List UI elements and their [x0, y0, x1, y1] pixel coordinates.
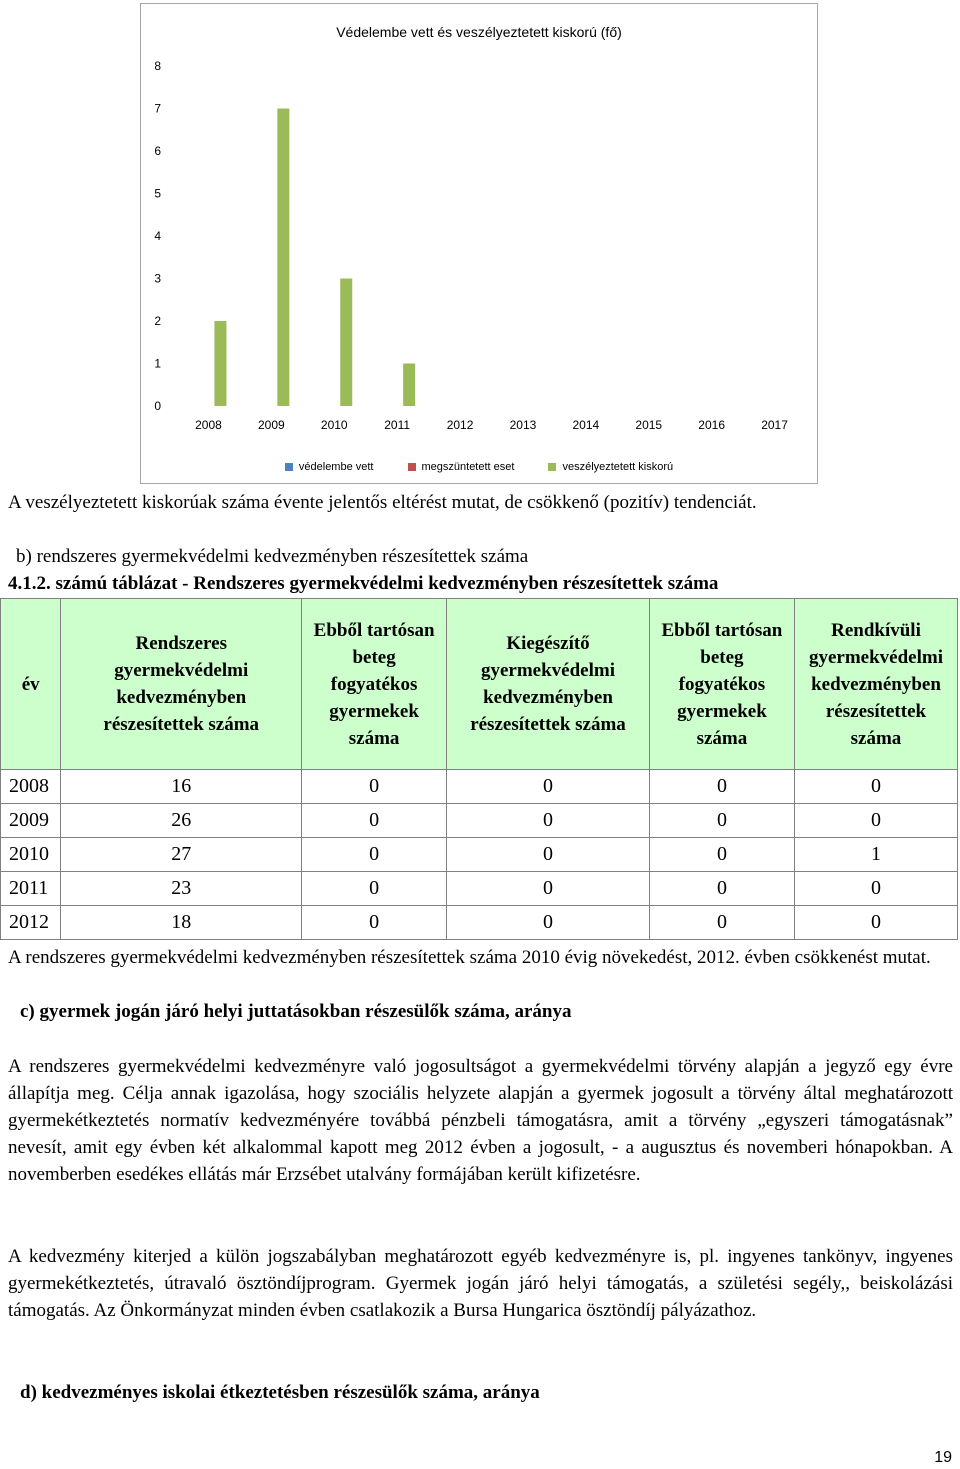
y-tick-label: 5	[154, 186, 161, 201]
legend-label: megszüntetett eset	[421, 461, 515, 473]
cell-value: 0	[447, 804, 650, 838]
cell-value: 0	[447, 770, 650, 804]
x-tick-label: 2014	[572, 418, 600, 432]
y-tick-label: 8	[154, 59, 161, 73]
cell-value: 0	[649, 872, 794, 906]
legend-swatch-red	[408, 463, 416, 471]
bar-2010	[340, 279, 352, 407]
cell-value: 0	[302, 838, 447, 872]
table-row	[1, 872, 958, 906]
cell-value: 26	[61, 804, 302, 838]
cell-value: 0	[649, 804, 794, 838]
chart-title: Védelembe vett és veszélyeztetett kiskorú (fő)	[336, 24, 622, 40]
x-tick-label: 2017	[761, 418, 788, 432]
cell-year: 2010	[1, 838, 61, 872]
legend-label: védelembe vett	[298, 461, 374, 473]
x-tick-label: 2009	[257, 418, 285, 432]
legend-label: veszélyeztetett kiskorú	[562, 461, 674, 473]
data-table	[0, 598, 958, 940]
table-row	[1, 770, 958, 804]
header-ev: év	[1, 599, 61, 770]
cell-value: 0	[649, 838, 794, 872]
cell-value: 0	[302, 872, 447, 906]
cell-year: 2008	[1, 770, 61, 804]
cell-value: 0	[302, 804, 447, 838]
legend-item-megszuntetett-eset	[408, 461, 515, 473]
cell-value: 0	[302, 906, 447, 940]
x-tick-label: 2012	[446, 418, 474, 432]
y-tick-label: 4	[154, 229, 161, 243]
cell-value: 0	[302, 770, 447, 804]
y-tick-label: 1	[154, 356, 161, 371]
cell-value: 27	[61, 838, 302, 872]
header-ebbol-2: Ebből tartósan beteg fogyatékos gyermekek száma	[649, 599, 794, 770]
cell-value: 0	[447, 906, 650, 940]
table-row	[1, 906, 958, 940]
bar-2011	[403, 364, 415, 407]
table-row	[1, 804, 958, 838]
cell-value: 23	[61, 872, 302, 906]
x-tick-label: 2013	[509, 418, 537, 432]
paragraph-table-summary: A rendszeres gyermekvédelmi kedvezményben részesítettek száma 2010 évig növekedést, 2012. évben csökkenést mutat.	[8, 947, 931, 968]
section-heading-b: b) rendszeres gyermekvédelmi kedvezményben részesítettek száma	[16, 546, 529, 567]
cell-value: 0	[649, 906, 794, 940]
header-rendkivuli: Rendkívüli gyermekvédelmi kedvezményben részesítettek száma	[794, 599, 957, 770]
paragraph-eligibility: A rendszeres gyermekvédelmi kedvezményre való jogosultságot a gyermekvédelmi törvény alapján a jegyző egy évre állapítja meg. Célja annak igazolása, hogy szociális helyzete alapján a gyermek jogosult a törvény által meghatározott gyermekétkeztetés normatív kedvezményére továbbá pénzbeli támogatásra, amit a törvény „egyszeri támogatásnak” nevesít, amit egy évben két alkalommal kapott meg 2012 évben a jogosult, - a augusztus és novemberi hónapokban. A novemberben esedékes ellátás már Erzsébet utalvány formájában került kifizetésre.	[8, 1056, 953, 1185]
table-caption: 4.1.2. számú táblázat - Rendszeres gyermekvédelmi kedvezményben részesítettek száma	[8, 573, 719, 594]
x-tick-label: 2011	[384, 418, 411, 432]
cell-value: 18	[61, 906, 302, 940]
cell-value: 16	[61, 770, 302, 804]
x-tick-label: 2015	[635, 418, 663, 432]
section-heading-d: d) kedvezményes iskolai étkeztetésben részesülők száma, aránya	[20, 1382, 540, 1403]
page-number: 19	[934, 1449, 952, 1466]
paragraph-chart-summary: A veszélyeztetett kiskorúak száma évente jelentős eltérést mutat, de csökkenő (pozitív) tendenciát.	[8, 492, 757, 513]
section-heading-c: c) gyermek jogán járó helyi juttatásokban részesülők száma, aránya	[20, 1001, 572, 1022]
x-tick-label: 2010	[320, 418, 348, 432]
y-tick-label: 6	[154, 144, 161, 158]
cell-value: 1	[794, 838, 957, 872]
legend-item-veszelyeztetett-kiskoru	[548, 461, 673, 473]
cell-value: 0	[794, 804, 957, 838]
table-row	[1, 838, 958, 872]
legend-swatch-blue	[285, 463, 293, 471]
paragraph-benefits: A kedvezmény kiterjed a külön jogszabályban meghatározott egyéb kedvezményre is, pl. ingyenes tankönyv, ingyenes gyermekétkeztetés, útravaló ösztöndíjprogram. Gyermek jogán járó helyi támogatás, a születési segély,, beiskolázási támogatás. Az Önkormányzat minden évben csatlakozik a Bursa Hungarica ösztöndíj pályázathoz.	[8, 1246, 953, 1321]
y-tick-label: 2	[154, 314, 161, 328]
cell-year: 2009	[1, 804, 61, 838]
header-rendszeres: Rendszeres gyermekvédelmi kedvezményben részesítettek száma	[61, 599, 302, 770]
bar-2009	[277, 109, 289, 407]
cell-value: 0	[447, 872, 650, 906]
cell-year: 2011	[1, 872, 61, 906]
y-tick-label: 3	[154, 271, 161, 286]
cell-value: 0	[794, 906, 957, 940]
chart-legend	[141, 461, 817, 473]
y-tick-label: 7	[154, 101, 161, 116]
bar-2008	[214, 321, 226, 406]
cell-value: 0	[794, 872, 957, 906]
bar-chart	[140, 3, 818, 484]
x-tick-label: 2016	[698, 418, 726, 432]
legend-item-vedelembe-vett	[285, 461, 374, 473]
header-kiegeszito: Kiegészítő gyermekvédelmi kedvezményben részesítettek száma	[447, 599, 650, 770]
x-tick-label: 2008	[195, 418, 222, 432]
chart-plot	[141, 4, 819, 485]
cell-value: 0	[794, 770, 957, 804]
y-tick-label: 0	[154, 399, 161, 413]
cell-value: 0	[649, 770, 794, 804]
cell-year: 2012	[1, 906, 61, 940]
legend-swatch-green	[548, 463, 556, 471]
cell-value: 0	[447, 838, 650, 872]
table-header-row	[1, 599, 958, 770]
header-ebbol-1: Ebből tartósan beteg fogyatékos gyermekek száma	[302, 599, 447, 770]
